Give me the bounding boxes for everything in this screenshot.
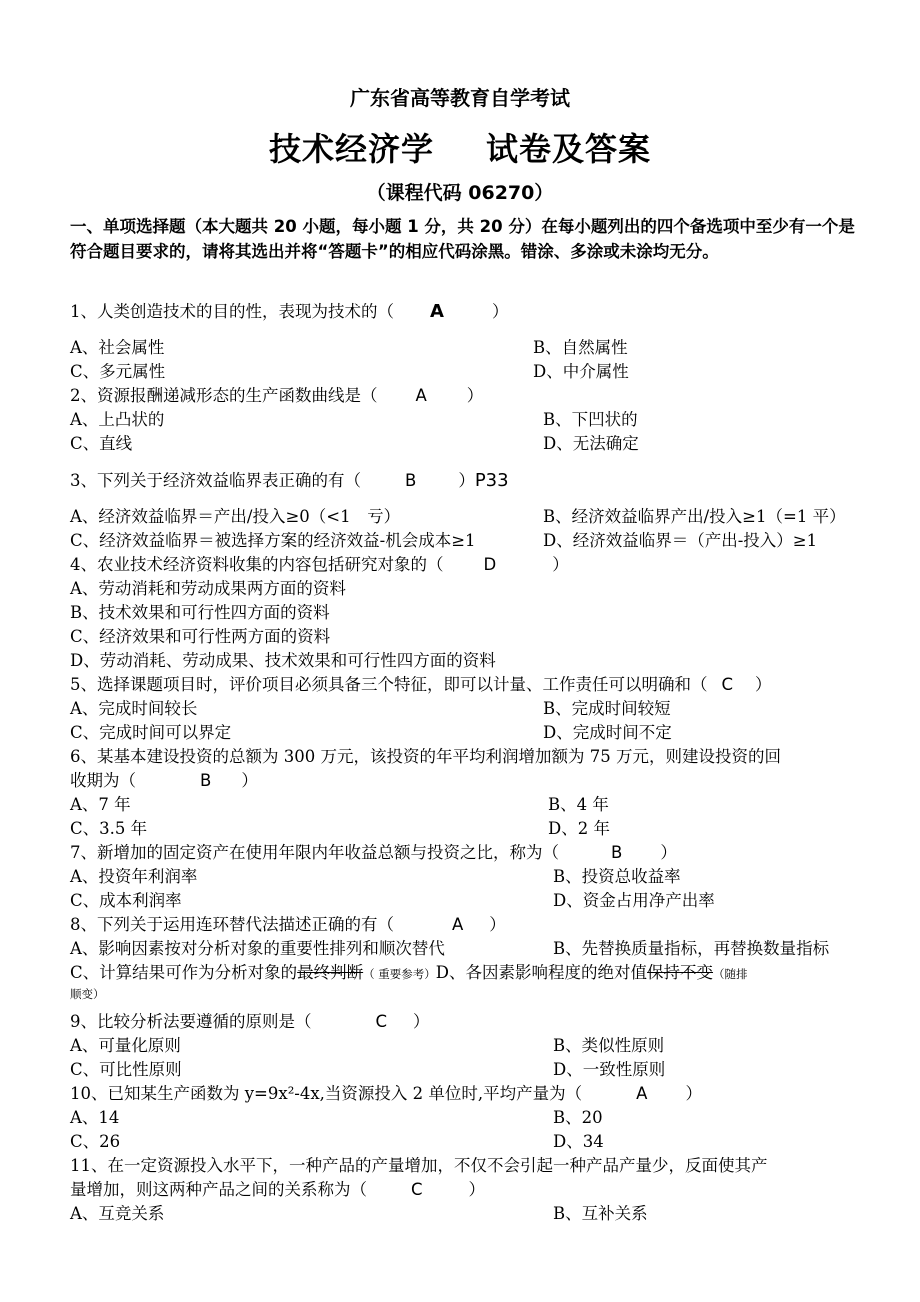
option-9d: D、一致性原则 (553, 1060, 666, 1079)
struck-text-c: 最终判断 (297, 963, 364, 982)
option-9a: A、可量化原则 (70, 1036, 181, 1055)
option-2d: D、无法确定 (543, 434, 639, 453)
question-11-stem-line2: 量增加，则这两种产品之间的关系称为（ C ） (70, 1180, 486, 1199)
option-8b: B、先替换质量指标，再替换数量指标 (553, 939, 830, 958)
answer-7: B (611, 843, 623, 862)
handwritten-note-d-cont: 顺变） (70, 987, 105, 1001)
option-3a: A、经济效益临界＝产出/投入≥0（<1 亏） (70, 507, 401, 526)
answer-8: A (452, 915, 464, 934)
answer-11: C (411, 1180, 423, 1199)
option-1b: B、自然属性 (533, 338, 628, 357)
exam-organization: 广东省高等教育自学考试 (350, 86, 570, 110)
option-2c: C、直线 (70, 434, 133, 453)
option-3d: D、经济效益临界＝（产出-投入）≥1 (543, 531, 818, 550)
option-2a: A、上凸状的 (70, 410, 165, 429)
course-code: （课程代码 06270） (366, 182, 554, 204)
answer-4: D (483, 555, 497, 574)
option-10a: A、14 (70, 1108, 120, 1127)
options-8c-8d (70, 962, 748, 985)
handwritten-note-d: （随排 (713, 967, 748, 981)
answer-6: B (200, 771, 212, 790)
option-6d: D、2 年 (548, 819, 610, 838)
question-1-stem: 1、人类创造技术的目的性，表现为技术的（ A ） (70, 301, 509, 322)
answer-5: C (721, 675, 734, 694)
option-8a: A、影响因素按对分析对象的重要性排列和顺次替代 (70, 939, 445, 958)
question-5-stem: 5、选择课题项目时，评价项目必须具备三个特征，即可以计量、工作责任可以明确和（ C ） (70, 675, 772, 694)
question-3-stem: 3、下列关于经济效益临界表正确的有（ B ）P33 (70, 470, 509, 491)
option-2b: B、下凹状的 (543, 410, 638, 429)
option-11b: B、互补关系 (553, 1204, 648, 1223)
question-2-stem: 2、资源报酬递减形态的生产函数曲线是（ A ） (70, 386, 484, 405)
paper-type: 试卷及答案 (486, 130, 652, 168)
option-11a: A、互竞关系 (70, 1204, 165, 1223)
option-3c: C、经济效益临界＝被选择方案的经济效益-机会成本≥1 (70, 531, 476, 550)
answer-1: A (430, 301, 444, 322)
option-10c: C、26 (70, 1132, 121, 1151)
option-6a: A、7 年 (70, 795, 131, 814)
option-1c: C、多元属性 (70, 362, 166, 381)
option-7c: C、成本利润率 (70, 891, 182, 910)
option-6b: B、4 年 (548, 795, 609, 814)
option-5c: C、完成时间可以界定 (70, 723, 232, 742)
question-7-stem: 7、新增加的固定资产在使用年限内年收益总额与投资之比，称为（ B ） (70, 843, 677, 862)
option-4a: A、劳动消耗和劳动成果两方面的资料 (70, 579, 346, 598)
option-8d: D、各因素影响程度的绝对值 (435, 963, 648, 982)
question-6-stem-line2: 收期为（ B ） (70, 771, 258, 790)
option-10b: B、20 (553, 1108, 603, 1127)
question-4-stem: 4、农业技术经济资料收集的内容包括研究对象的（ D ） (70, 555, 569, 574)
option-7b: B、投资总收益率 (553, 867, 681, 886)
option-5d: D、完成时间不定 (543, 723, 672, 742)
option-1d: D、中介属性 (533, 362, 629, 381)
option-5b: B、完成时间较短 (543, 699, 671, 718)
question-8-stem: 8、下列关于运用连环替代法描述正确的有（ A ） (70, 915, 506, 934)
section-heading: 一、单项选择题（本大题共 20 小题，每小题 1 分，共 20 分）在每小题列出的四个备选项中至少有一个是符合题目要求的，请将其选出并将“答题卡”的相应代码涂黑。错涂、多涂或未涂均无分。 (70, 217, 855, 261)
answer-10: A (636, 1084, 648, 1103)
subject-name: 技术经济学 (268, 130, 434, 168)
option-7d: D、资金占用净产出率 (553, 891, 715, 910)
option-8c: C、计算结果可作为分析对象的 (70, 963, 298, 982)
answer-2: A (415, 386, 427, 405)
struck-text-d: 保持不变 (647, 963, 714, 982)
option-10d: D、34 (553, 1132, 604, 1151)
option-9b: B、类似性原则 (553, 1036, 665, 1055)
question-6-stem-line1: 6、某基本建设投资的总额为 300 万元，该投资的年平均利润增加额为 75 万元，则建设投资的回 (70, 747, 781, 766)
option-6c: C、3.5 年 (70, 819, 148, 838)
question-9-stem: 9、比较分析法要遵循的原则是（ C ） (70, 1012, 430, 1031)
option-9c: C、可比性原则 (70, 1060, 182, 1079)
question-10-stem: 10、已知某生产函数为 y=9x²-4x,当资源投入 2 单位时,平均产量为（ A ） (70, 1084, 702, 1103)
option-4d: D、劳动消耗、劳动成果、技术效果和可行性四方面的资料 (70, 651, 496, 670)
exam-title (0, 124, 920, 170)
option-3b: B、经济效益临界产出/投入≥1（=1 平） (543, 507, 846, 526)
option-7a: A、投资年利润率 (70, 867, 198, 886)
answer-3: B (405, 471, 417, 490)
option-5a: A、完成时间较长 (70, 699, 198, 718)
question-11-stem-line1: 11、在一定资源投入水平下，一种产品的产量增加，不仅不会引起一种产品产量少，反面使其产 (70, 1156, 768, 1175)
option-4b: B、技术效果和可行性四方面的资料 (70, 603, 330, 622)
option-4c: C、经济效果和可行性两方面的资料 (70, 627, 331, 646)
answer-9: C (375, 1012, 388, 1031)
handwritten-note-c: （ 重要参考） (363, 967, 436, 981)
option-1a: A、社会属性 (70, 338, 165, 357)
page-reference: P33 (474, 470, 509, 491)
